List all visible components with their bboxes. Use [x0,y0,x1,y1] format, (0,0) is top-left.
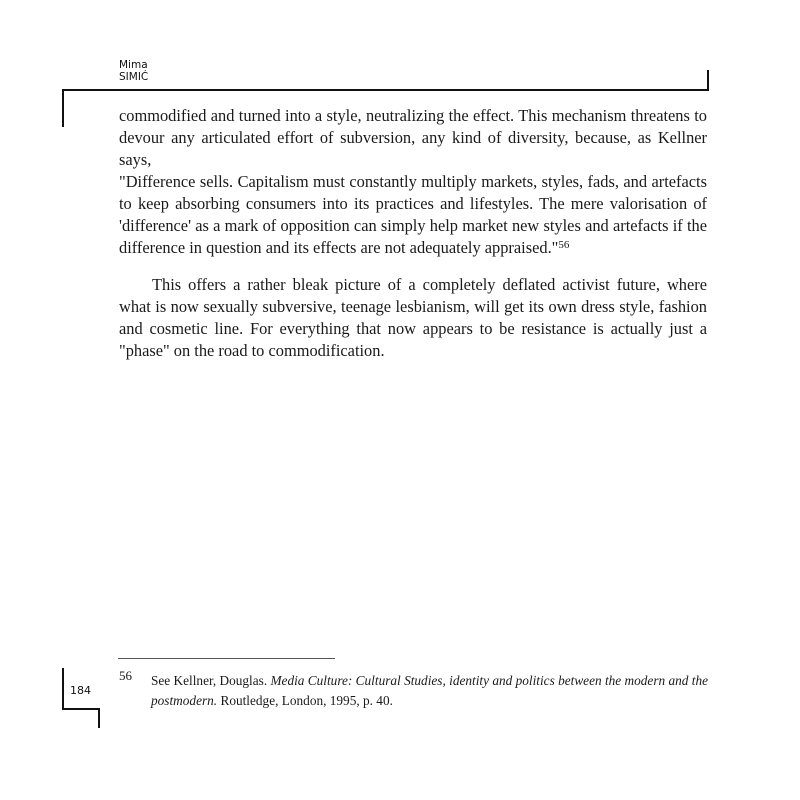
page-number: 184 [70,684,91,697]
page-number-rule-bottom [62,708,100,710]
running-header-author [119,59,148,83]
body-text [119,105,707,362]
footnote-number: 56 [119,668,132,683]
author-first-name: Mima [119,59,148,71]
paragraph-1: commodified and turned into a style, neutralizing the effect. This mechanism threatens to devour any articulated effort of subversion, any kind of diversity, because, as Kellner says, [119,106,707,169]
footnote-prefix: See Kellner, Douglas. [151,673,271,688]
footnote-separator [118,658,335,659]
footnote-reference: 56 [558,239,570,251]
footnote-suffix: Routledge, London, 1995, p. 40. [217,693,393,708]
header-rule-horizontal [62,89,709,91]
page-number-rule-right [98,708,100,728]
footnote-text [151,671,708,711]
block-quote [119,171,707,259]
header-rule-right-vertical [707,70,709,90]
paragraph-2: This offers a rather bleak picture of a completely deflated activist future, where what is now sexually subversive, teenage lesbianism, will get its own dress style, fashion and cosmetic line. For everything that now appears to be resistance is actually just a "phase" on the road to commodification. [119,275,707,360]
quote-text: "Difference sells. Capitalism must constantly multiply markets, styles, fads, and artefacts to keep absorbing consumers into its practices and lifestyles. The mere valorisation of 'difference' as a mark of opposition can simply help market new styles and artefacts if the difference in question and its effects are not adequately appraised." [119,172,707,257]
header-rule-left-vertical [62,89,64,127]
author-last-name: SIMIĆ [119,71,149,83]
footnote-title: Media Culture: Cultural Studies, identity and politics between the modern and the postmodern. [151,673,708,708]
page-number-rule-left [62,668,64,710]
